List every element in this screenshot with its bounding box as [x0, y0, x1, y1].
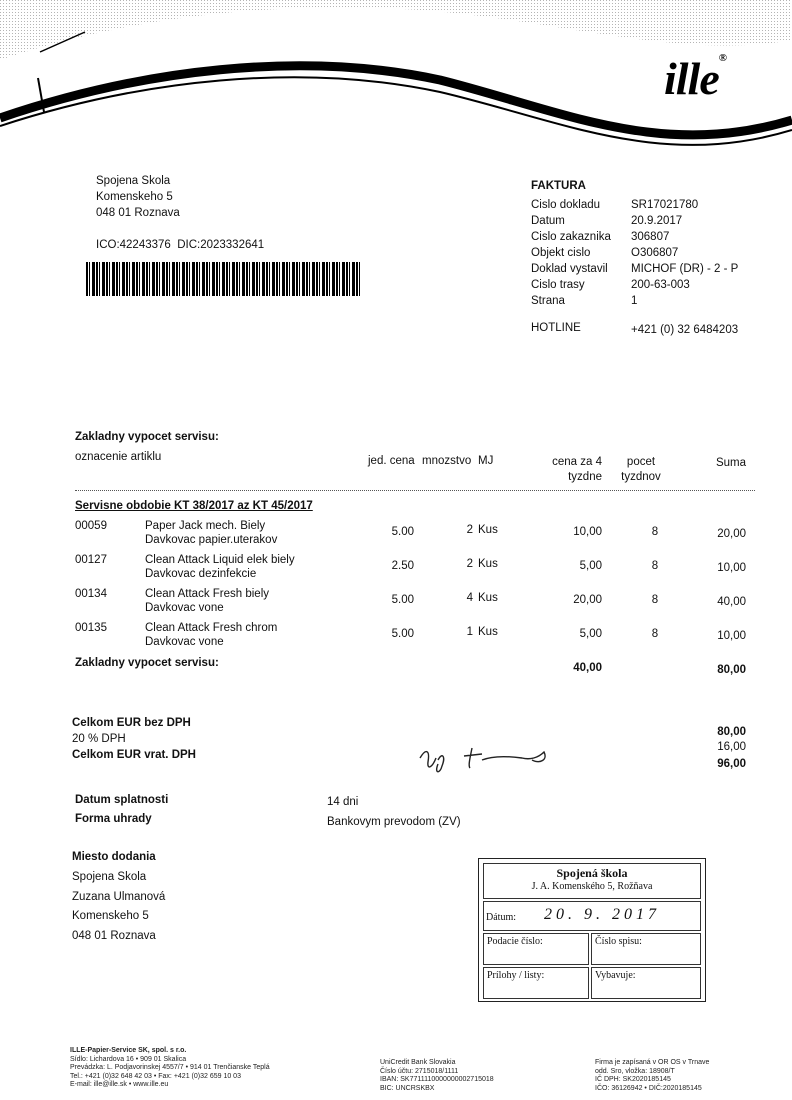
footer-line: IČO: 36126942 • DIČ:2020185145: [595, 1084, 702, 1092]
row-price4: 10,00: [573, 526, 602, 538]
ille-logo: [664, 52, 726, 105]
footer-line: Prevádzka: L. Podjavorinskej 4557/7 • 914 01 Trenčianske Teplá: [70, 1064, 270, 1072]
invoice-field-row: [531, 261, 771, 277]
row-unit-price: 5.00: [391, 594, 414, 606]
stamp-file-cell: [591, 933, 701, 965]
invoice-field-label: Strana: [531, 295, 565, 307]
footer-line: BIC: UNCRSKBX: [380, 1084, 435, 1092]
row-unit-price: 5.00: [391, 628, 414, 640]
subtotal-sum: 80,00: [717, 664, 746, 676]
invoice-field-row: [531, 293, 771, 309]
footer-line: UniCredit Bank Slovakia: [380, 1059, 456, 1066]
footer-line: Sídlo: Lichardova 16 • 909 01 Skalica: [70, 1055, 187, 1063]
invoice-field-label: Doklad vystavil: [531, 263, 608, 275]
stamp-reg-cell: [483, 933, 589, 965]
delivery-line: 048 01 Roznava: [72, 929, 156, 942]
row-weeks: 8: [651, 560, 659, 572]
stamp-header: [483, 863, 701, 899]
recipient-block: [96, 173, 264, 253]
due-value: 14 dni: [327, 796, 359, 808]
delivery-lines: [72, 868, 165, 946]
footer-line: Tel.: +421 (0)32 648 42 03 • Fax: +421 (0)32 659 10 03: [70, 1072, 241, 1080]
row-price4: 5,00: [579, 628, 602, 640]
delivery-line: Zuzana Ulmanová: [72, 890, 166, 903]
footer-line: ILLE-Papier-Service SK, spol. s r.o.: [70, 1047, 187, 1054]
footer-company: [70, 1047, 270, 1090]
delivery-line: Spojena Skola: [72, 871, 147, 883]
header-sum: Suma: [715, 457, 746, 469]
invoice-field-label: Datum: [531, 215, 565, 227]
invoice-heading: FAKTURA: [531, 180, 586, 192]
registry-stamp: [478, 858, 706, 1002]
footer-line: IBAN: SK7711110000000002715018: [380, 1076, 494, 1084]
row-name: Clean Attack Liquid elek biely: [145, 554, 295, 566]
row-code: 00059: [75, 520, 107, 532]
invoice-field-value: 1: [631, 295, 638, 307]
header-weeks-line2: tyzdnov: [621, 471, 661, 483]
total-value: 16,00: [717, 741, 746, 753]
invoice-field-value: SR17021780: [631, 199, 699, 211]
recipient-city: 048 01 Roznava: [96, 207, 180, 219]
method-label: Forma uhrady: [75, 813, 152, 825]
row-sum: 10,00: [717, 630, 746, 642]
due-label: Datum splatnosti: [75, 794, 169, 806]
total-value: 96,00: [717, 758, 746, 770]
invoice-field-value: O306807: [631, 247, 679, 259]
row-desc: Davkovac vone: [145, 636, 224, 648]
barcode: [86, 262, 362, 296]
row-price4: 5,00: [579, 560, 602, 572]
header-article: oznacenie artiklu: [75, 451, 162, 463]
footer-line: E-mail: ille@ille.sk • www.ille.eu: [70, 1081, 169, 1089]
row-code: 00127: [75, 554, 107, 566]
invoice-field-row: [531, 197, 771, 213]
row-price4: 20,00: [573, 594, 602, 606]
total-label: Celkom EUR vrat. DPH: [72, 749, 196, 761]
row-desc: Davkovac vone: [145, 602, 224, 614]
logo-registered: ®: [718, 52, 726, 64]
row-unit-price: 2.50: [391, 560, 414, 572]
invoice-field-value: 306807: [631, 231, 670, 243]
row-mj: Kus: [478, 626, 498, 638]
invoice-field-row: [531, 245, 771, 261]
invoice-field-row: [531, 277, 771, 293]
row-weeks: 8: [651, 526, 659, 538]
invoice-field-value: 200-63-003: [631, 279, 690, 291]
invoice-fields: [531, 197, 771, 309]
header-price4: [540, 455, 602, 485]
header-weeks-line1: pocet: [626, 456, 656, 468]
row-mj: Kus: [478, 592, 498, 604]
total-label: 20 % DPH: [72, 733, 126, 745]
row-qty: 2: [466, 558, 473, 570]
footer-bank: [380, 1059, 494, 1093]
invoice-field-label: Cislo dokladu: [531, 199, 601, 211]
header-price4-line2: tyzdne: [568, 471, 602, 483]
stamp-attach-cell: [483, 967, 589, 999]
row-sum: 20,00: [717, 528, 746, 540]
stamp-attach-label: Prílohy / listy:: [487, 970, 545, 981]
stamp-date-cell: [483, 901, 701, 931]
signature: [412, 738, 562, 780]
row-desc: Davkovac dezinfekcie: [145, 568, 257, 580]
delivery-heading: Miesto dodania: [72, 851, 156, 863]
footer-line: Firma je zapísaná v OR OS v Trnave: [595, 1059, 710, 1066]
service-period: Servisne obdobie KT 38/2017 az KT 45/2017: [75, 500, 313, 512]
row-desc: Davkovac papier.uterakov: [145, 534, 278, 546]
stamp-reg-label: Podacie číslo:: [487, 936, 543, 947]
method-value: Bankovym prevodom (ZV): [327, 816, 461, 828]
stamp-handled-label: Vybavuje:: [595, 970, 636, 981]
stamp-date-value: 20. 9. 2017: [544, 906, 660, 923]
recipient-ids: ICO:42243376 DIC:2023332641: [96, 239, 265, 251]
row-code: 00134: [75, 588, 107, 600]
row-weeks: 8: [651, 628, 659, 640]
total-value: 80,00: [717, 726, 746, 738]
footer-line: IČ DPH: SK2020185145: [595, 1076, 671, 1084]
row-mj: Kus: [478, 524, 498, 536]
row-name: Clean Attack Fresh biely: [145, 588, 270, 600]
logo-text: ille: [664, 53, 719, 104]
total-label: Celkom EUR bez DPH: [72, 717, 191, 729]
row-qty: 2: [466, 524, 473, 536]
row-sum: 10,00: [717, 562, 746, 574]
subtotal-price4: 40,00: [573, 662, 602, 674]
row-code: 00135: [75, 622, 107, 634]
footer-registry: [595, 1059, 709, 1093]
row-mj: Kus: [478, 558, 498, 570]
stamp-title: Spojená škola: [556, 866, 628, 880]
recipient-name: Spojena Skola: [96, 175, 171, 187]
invoice-field-row: [531, 229, 771, 245]
recipient-street: Komenskeho 5: [96, 191, 173, 203]
row-qty: 1: [466, 626, 473, 638]
invoice-field-label: Objekt cislo: [531, 247, 591, 259]
footer-line: odd. Sro, vložka: 18908/T: [595, 1067, 675, 1075]
footer-line: Číslo účtu: 2715018/1111: [380, 1067, 459, 1075]
subtotal-label: Zakladny vypocet servisu:: [75, 657, 219, 669]
delivery-line: Komenskeho 5: [72, 910, 149, 922]
header-divider: [75, 490, 755, 491]
stamp-subtitle: J. A. Komenského 5, Rožňava: [531, 881, 653, 892]
row-name: Paper Jack mech. Biely: [145, 520, 266, 532]
stamp-date-label: Dátum:: [486, 912, 516, 923]
invoice-field-label: Cislo zakaznika: [531, 231, 611, 243]
invoice-field-value: MICHOF (DR) - 2 - P: [631, 263, 739, 275]
row-weeks: 8: [651, 594, 659, 606]
header-unit-price: jed. cena: [368, 455, 415, 467]
header-qty: mnozstvo: [422, 455, 472, 467]
row-unit-price: 5.00: [391, 526, 414, 538]
invoice-field-row: [531, 213, 771, 229]
row-sum: 40,00: [717, 596, 746, 608]
row-qty: 4: [466, 592, 473, 604]
row-name: Clean Attack Fresh chrom: [145, 622, 278, 634]
invoice-field-value: 20.9.2017: [631, 215, 683, 227]
stamp-file-label: Číslo spisu:: [595, 936, 642, 947]
header-weeks: [612, 455, 670, 485]
header-mj: MJ: [478, 455, 494, 467]
header-price4-line1: cena za 4: [552, 456, 602, 468]
hotline-label: HOTLINE: [531, 322, 581, 334]
section-title: Zakladny vypocet servisu:: [75, 431, 219, 443]
stamp-handled-cell: [591, 967, 701, 999]
hotline-value: +421 (0) 32 6484203: [631, 324, 739, 336]
invoice-field-label: Cislo trasy: [531, 279, 585, 291]
